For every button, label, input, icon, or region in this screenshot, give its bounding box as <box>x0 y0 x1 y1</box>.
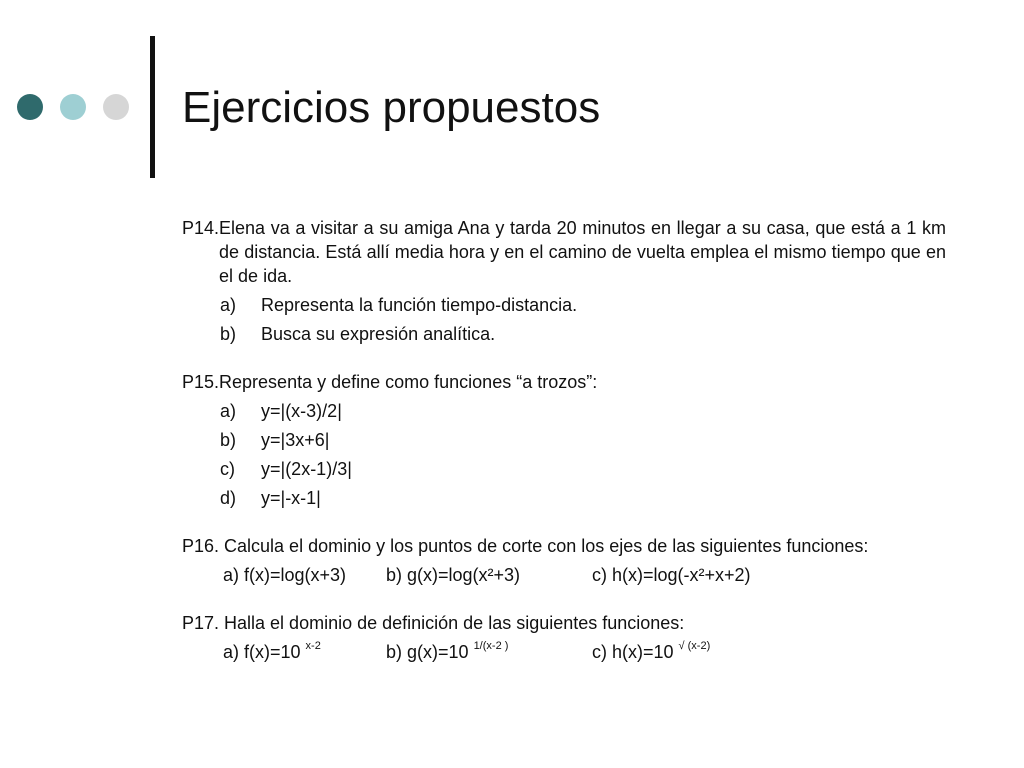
list-item <box>220 322 946 346</box>
function-a <box>223 640 386 664</box>
exercise-text: Elena va a visitar a su amiga Ana y tarda 20 minutos en llegar a su casa, que está a 1 km de distancia. Está allí media hora y en el camino de vuelta emplea el mismo tiempo que en el de ida. <box>219 218 946 286</box>
function-base: a) f(x)=10 <box>223 642 301 662</box>
item-text: y=|(2x-1)/3| <box>261 459 352 479</box>
exercise-text: Representa y define como funciones “a trozos”: <box>219 372 598 392</box>
exercise-number: P14. <box>182 218 220 238</box>
exercise-p17: P17. Halla el dominio de definición de las siguientes funciones: <box>182 613 685 633</box>
function-c <box>592 640 710 664</box>
exponent: x-2 <box>305 640 321 652</box>
item-label: c) <box>220 459 235 479</box>
exercise-number: P15. <box>182 372 220 392</box>
list-item <box>220 293 946 317</box>
function-a: a) f(x)=log(x+3) <box>223 565 347 585</box>
item-label: a) <box>220 401 237 421</box>
function-row <box>223 640 946 664</box>
exercise-list <box>182 216 946 664</box>
function-c: c) h(x)=log(-x²+x+2) <box>592 565 751 585</box>
function-base: c) h(x)=10 <box>592 642 674 662</box>
slide-title: Ejercicios propuestos <box>182 83 601 132</box>
decor-dot-light <box>103 94 129 120</box>
function-base: b) g(x)=10 <box>386 642 469 662</box>
exercise-p16: P16. Calcula el dominio y los puntos de corte con los ejes de las siguientes funciones: <box>182 536 869 556</box>
item-label: b) <box>220 430 237 450</box>
item-text: Busca su expresión analítica. <box>261 324 496 344</box>
item-text: y=|3x+6| <box>261 430 330 450</box>
exponent: √ (x-2) <box>678 640 711 652</box>
exercise-p14 <box>182 216 946 288</box>
exercise-p15 <box>182 370 946 394</box>
item-label: a) <box>220 295 237 315</box>
item-text: y=|-x-1| <box>261 488 321 508</box>
decor-dot-dark <box>17 94 43 120</box>
list-item <box>220 399 946 423</box>
list-item <box>220 486 946 510</box>
item-label: b) <box>220 324 237 344</box>
title-divider-bar <box>150 36 155 178</box>
item-text: y=|(x-3)/2| <box>261 401 342 421</box>
item-label: d) <box>220 488 237 508</box>
list-item <box>220 457 946 481</box>
function-b: b) g(x)=log(x²+3) <box>386 565 521 585</box>
decor-dot-mid <box>60 94 86 120</box>
exponent: 1/(x-2 ) <box>473 640 509 652</box>
list-item <box>220 428 946 452</box>
function-b <box>386 640 592 664</box>
function-row <box>223 563 946 587</box>
item-text: Representa la función tiempo-distancia. <box>261 295 578 315</box>
